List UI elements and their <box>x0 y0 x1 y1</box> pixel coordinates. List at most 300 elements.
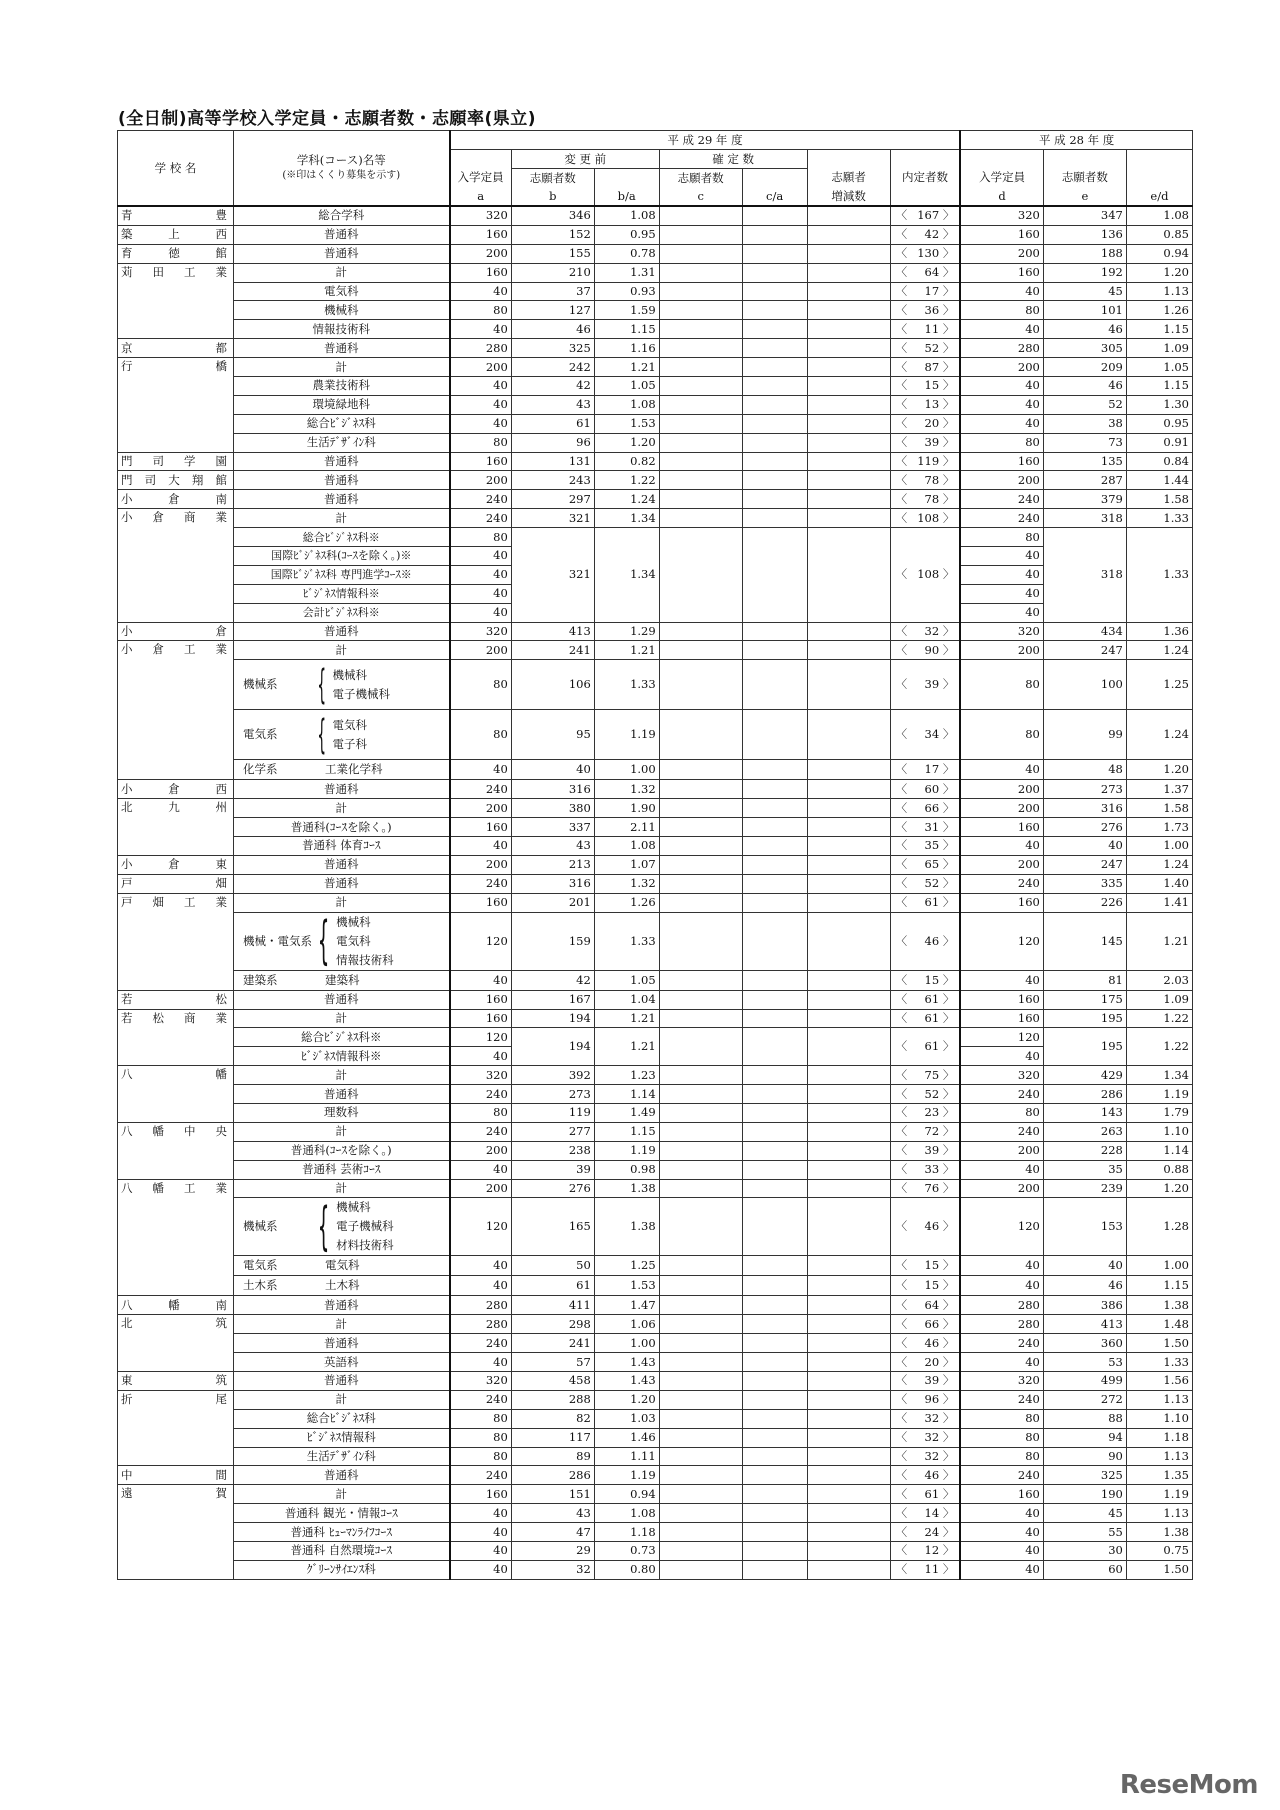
capacity-d: 160 <box>960 893 1043 912</box>
table-row <box>118 1141 1193 1160</box>
table-row <box>118 1504 1193 1523</box>
ratio-ba: 1.14 <box>594 1085 659 1104</box>
ratio-ed: 1.41 <box>1126 893 1192 912</box>
capacity-a: 40 <box>450 320 512 339</box>
diff <box>807 509 890 528</box>
applicants-c <box>659 760 742 780</box>
applicants-b: 159 <box>511 912 594 970</box>
diff <box>807 760 890 780</box>
applicants-b: 152 <box>511 225 594 244</box>
diff <box>807 206 890 225</box>
header-e: e <box>1043 187 1126 206</box>
diff <box>807 1485 890 1504</box>
ratio-ca <box>742 710 807 760</box>
table-row <box>118 641 1193 660</box>
capacity-a: 200 <box>450 244 512 263</box>
capacity-d: 160 <box>960 263 1043 282</box>
ratio-ed: 1.15 <box>1126 1276 1192 1296</box>
ratio-ba: 1.25 <box>594 1256 659 1276</box>
table-row <box>118 1198 1193 1256</box>
capacity-d: 240 <box>960 1334 1043 1353</box>
applicants-b: 89 <box>511 1447 594 1466</box>
applicants-e: 247 <box>1043 641 1126 660</box>
diff <box>807 528 890 622</box>
applicants-b: 165 <box>511 1198 594 1256</box>
ratio-ca <box>742 225 807 244</box>
dept-name: 生活ﾃﾞｻﾞｲﾝ科 <box>234 433 450 452</box>
dept-name: 普通科 <box>234 1334 450 1353</box>
table-row <box>118 1560 1193 1579</box>
applicants-b: 241 <box>511 1334 594 1353</box>
dept-name: 情報技術科 <box>234 320 450 339</box>
ratio-ca <box>742 509 807 528</box>
capacity-d: 200 <box>960 1141 1043 1160</box>
diff <box>807 1296 890 1315</box>
dept-name: 農業技術科 <box>234 377 450 396</box>
table-row <box>118 206 1193 225</box>
applicants-c <box>659 395 742 414</box>
naitei-cell: 〈 11 〉 <box>890 320 960 339</box>
capacity-a: 120 <box>450 1028 512 1047</box>
naitei-cell: 〈 31 〉 <box>890 818 960 837</box>
naitei-cell: 〈 90 〉 <box>890 641 960 660</box>
capacity-a: 40 <box>450 1276 512 1296</box>
applicants-b: 210 <box>511 263 594 282</box>
capacity-a: 240 <box>450 780 512 799</box>
school-name: 八 幡 <box>118 1066 234 1123</box>
naitei-cell: 〈 12 〉 <box>890 1541 960 1560</box>
naitei-cell: 〈 46 〉 <box>890 1334 960 1353</box>
applicants-e: 190 <box>1043 1485 1126 1504</box>
capacity-d: 40 <box>960 1256 1043 1276</box>
header-h29: 平 成 29 年 度 <box>450 131 961 150</box>
dept-system: 電気系 { 電気科 電子科 <box>234 710 450 760</box>
dept-name: 普通科 自然環境ｺｰｽ <box>234 1541 450 1560</box>
ratio-ba: 1.21 <box>594 641 659 660</box>
applicants-b: 325 <box>511 339 594 358</box>
applicants-b: 242 <box>511 358 594 377</box>
applicants-c <box>659 799 742 818</box>
ratio-ed: 1.24 <box>1126 641 1192 660</box>
applicants-b: 117 <box>511 1428 594 1447</box>
applicants-e: 88 <box>1043 1409 1126 1428</box>
applicants-c <box>659 509 742 528</box>
applicants-b: 47 <box>511 1523 594 1542</box>
applicants-e: 325 <box>1043 1466 1126 1485</box>
capacity-d: 40 <box>960 603 1043 622</box>
capacity-d: 240 <box>960 1390 1043 1409</box>
ratio-ed: 1.21 <box>1126 912 1192 970</box>
diff <box>807 1276 890 1296</box>
applicants-b: 42 <box>511 377 594 396</box>
table-row <box>118 780 1193 799</box>
ratio-ed: 0.84 <box>1126 452 1192 471</box>
applicants-c <box>659 1504 742 1523</box>
ratio-ca <box>742 1256 807 1276</box>
capacity-d: 200 <box>960 780 1043 799</box>
ratio-ed: 1.40 <box>1126 874 1192 893</box>
ratio-ba: 1.15 <box>594 320 659 339</box>
applicants-c <box>659 433 742 452</box>
applicants-e: 90 <box>1043 1447 1126 1466</box>
dept-name: 計 <box>234 893 450 912</box>
naitei-cell: 〈 87 〉 <box>890 358 960 377</box>
ratio-ca <box>742 780 807 799</box>
naitei-cell: 〈 17 〉 <box>890 760 960 780</box>
ratio-ed: 1.20 <box>1126 760 1192 780</box>
applicants-c <box>659 710 742 760</box>
ratio-ed: 1.22 <box>1126 1028 1192 1066</box>
capacity-d: 40 <box>960 1541 1043 1560</box>
diff <box>807 282 890 301</box>
capacity-d: 200 <box>960 641 1043 660</box>
applicants-c <box>659 225 742 244</box>
ratio-ba: 1.21 <box>594 358 659 377</box>
applicants-c <box>659 1353 742 1372</box>
capacity-d: 80 <box>960 433 1043 452</box>
ratio-ed: 1.37 <box>1126 780 1192 799</box>
applicants-e: 99 <box>1043 710 1126 760</box>
resemom-logo: ReseMom <box>1119 1770 1258 1800</box>
applicants-c <box>659 1296 742 1315</box>
capacity-a: 40 <box>450 1160 512 1179</box>
table-row <box>118 660 1193 710</box>
table-row <box>118 1103 1193 1122</box>
capacity-a: 80 <box>450 660 512 710</box>
applicants-b: 119 <box>511 1103 594 1122</box>
diff <box>807 1428 890 1447</box>
dept-name: 普通科 芸術ｺｰｽ <box>234 1160 450 1179</box>
applicants-c <box>659 1179 742 1198</box>
dept-name: 計 <box>234 641 450 660</box>
diff <box>807 1315 890 1334</box>
ratio-ca <box>742 912 807 970</box>
naitei-cell: 〈 46 〉 <box>890 1466 960 1485</box>
ratio-ed: 1.13 <box>1126 282 1192 301</box>
diff <box>807 339 890 358</box>
applicants-c <box>659 244 742 263</box>
applicants-c <box>659 301 742 320</box>
dept-name: 国際ﾋﾞｼﾞﾈｽ科(ｺｰｽを除く。)※ <box>234 547 450 566</box>
applicants-b: 151 <box>511 1485 594 1504</box>
diff <box>807 799 890 818</box>
header-diff2: 増減数 <box>807 187 890 206</box>
dept-name: 生活ﾃﾞｻﾞｲﾝ科 <box>234 1447 450 1466</box>
dept-name: 普通科 体育ｺｰｽ <box>234 837 450 856</box>
applicants-c <box>659 1485 742 1504</box>
table-row <box>118 912 1193 970</box>
ratio-ca <box>742 799 807 818</box>
ratio-ed: 1.56 <box>1126 1371 1192 1390</box>
capacity-a: 120 <box>450 912 512 970</box>
header-before: 変 更 前 <box>511 150 659 169</box>
applicants-c <box>659 358 742 377</box>
applicants-c <box>659 471 742 490</box>
applicants-c <box>659 377 742 396</box>
naitei-cell: 〈 20 〉 <box>890 414 960 433</box>
applicants-b: 127 <box>511 301 594 320</box>
header-d: d <box>960 187 1043 206</box>
table-row <box>118 263 1193 282</box>
ratio-ba: 0.80 <box>594 1560 659 1579</box>
ratio-ca <box>742 1485 807 1504</box>
table-row <box>118 395 1193 414</box>
naitei-cell: 〈 13 〉 <box>890 395 960 414</box>
capacity-d: 200 <box>960 471 1043 490</box>
dept-name: 普通科 <box>234 855 450 874</box>
ratio-ed: 1.20 <box>1126 263 1192 282</box>
table-row <box>118 1296 1193 1315</box>
capacity-a: 320 <box>450 206 512 225</box>
ratio-ca <box>742 1447 807 1466</box>
naitei-cell: 〈 61 〉 <box>890 990 960 1009</box>
applicants-e: 46 <box>1043 320 1126 339</box>
diff <box>807 874 890 893</box>
naitei-cell: 〈 39 〉 <box>890 1141 960 1160</box>
naitei-cell: 〈 75 〉 <box>890 1066 960 1085</box>
naitei-cell: 〈 64 〉 <box>890 263 960 282</box>
naitei-cell: 〈 15 〉 <box>890 970 960 990</box>
applicants-b: 194 <box>511 1009 594 1028</box>
table-row <box>118 622 1193 641</box>
naitei-cell: 〈 76 〉 <box>890 1179 960 1198</box>
applicants-c <box>659 1466 742 1485</box>
ratio-ed: 1.20 <box>1126 1179 1192 1198</box>
table-row <box>118 1523 1193 1542</box>
capacity-a: 280 <box>450 1296 512 1315</box>
dept-name: 普通科 <box>234 1466 450 1485</box>
applicants-c <box>659 1409 742 1428</box>
table-row <box>118 1066 1193 1085</box>
diff <box>807 414 890 433</box>
naitei-cell: 〈 20 〉 <box>890 1353 960 1372</box>
ratio-ba: 1.43 <box>594 1371 659 1390</box>
applicants-c <box>659 1256 742 1276</box>
ratio-ca <box>742 528 807 622</box>
capacity-d: 320 <box>960 206 1043 225</box>
ratio-ed: 1.13 <box>1126 1504 1192 1523</box>
school-name: 北 九 州 <box>118 799 234 856</box>
ratio-ba: 1.21 <box>594 1009 659 1028</box>
diff <box>807 1066 890 1085</box>
diff <box>807 1466 890 1485</box>
dept-name: 総合ﾋﾞｼﾞﾈｽ科※ <box>234 528 450 547</box>
ratio-ed: 1.28 <box>1126 1198 1192 1256</box>
ratio-ca <box>742 1428 807 1447</box>
table-row <box>118 358 1193 377</box>
capacity-a: 160 <box>450 1485 512 1504</box>
ratio-ba: 1.29 <box>594 622 659 641</box>
ratio-ca <box>742 358 807 377</box>
capacity-d: 40 <box>960 837 1043 856</box>
ratio-ed: 1.33 <box>1126 1353 1192 1372</box>
ratio-ca <box>742 1179 807 1198</box>
applicants-e: 53 <box>1043 1353 1126 1372</box>
ratio-ca <box>742 1409 807 1428</box>
dept-name: 総合ﾋﾞｼﾞﾈｽ科 <box>234 1409 450 1428</box>
ratio-ed: 1.00 <box>1126 837 1192 856</box>
ratio-ca <box>742 339 807 358</box>
capacity-a: 160 <box>450 452 512 471</box>
diff <box>807 395 890 414</box>
applicants-e: 276 <box>1043 818 1126 837</box>
diff <box>807 1179 890 1198</box>
capacity-d: 40 <box>960 1560 1043 1579</box>
ratio-ca <box>742 452 807 471</box>
capacity-d: 80 <box>960 1447 1043 1466</box>
capacity-d: 40 <box>960 1160 1043 1179</box>
capacity-d: 160 <box>960 1485 1043 1504</box>
table-row <box>118 818 1193 837</box>
school-name: 小 倉 西 <box>118 780 234 799</box>
capacity-d: 120 <box>960 912 1043 970</box>
capacity-d: 80 <box>960 1409 1043 1428</box>
capacity-d: 120 <box>960 1198 1043 1256</box>
ratio-ba: 1.33 <box>594 912 659 970</box>
ratio-ed: 1.24 <box>1126 855 1192 874</box>
applicants-b: 96 <box>511 433 594 452</box>
diff <box>807 1504 890 1523</box>
table-row <box>118 990 1193 1009</box>
applicants-e: 135 <box>1043 452 1126 471</box>
ratio-ba: 1.03 <box>594 1409 659 1428</box>
applicants-e: 195 <box>1043 1009 1126 1028</box>
capacity-a: 160 <box>450 263 512 282</box>
dept-name: 会計ﾋﾞｼﾞﾈｽ科※ <box>234 603 450 622</box>
dept-system: 電気系 電気科 <box>234 1256 450 1276</box>
ratio-ca <box>742 990 807 1009</box>
ratio-ca <box>742 414 807 433</box>
capacity-d: 40 <box>960 1504 1043 1523</box>
applicants-b: 50 <box>511 1256 594 1276</box>
dept-name: 普通科 <box>234 622 450 641</box>
capacity-a: 80 <box>450 1428 512 1447</box>
ratio-ed: 1.48 <box>1126 1315 1192 1334</box>
applicants-b: 43 <box>511 395 594 414</box>
table-row <box>118 282 1193 301</box>
ratio-ba: 1.05 <box>594 970 659 990</box>
applicants-c <box>659 1122 742 1141</box>
diff <box>807 855 890 874</box>
applicants-b: 39 <box>511 1160 594 1179</box>
school-name: 小 倉 南 <box>118 490 234 509</box>
ratio-ed: 0.91 <box>1126 433 1192 452</box>
ratio-ed: 1.10 <box>1126 1409 1192 1428</box>
dept-name: 普通科 <box>234 490 450 509</box>
capacity-a: 40 <box>450 837 512 856</box>
ratio-ca <box>742 855 807 874</box>
applicants-b: 82 <box>511 1409 594 1428</box>
header-cap: 入学定員 <box>450 169 512 188</box>
ratio-ed: 1.18 <box>1126 1428 1192 1447</box>
dept-name: ﾋﾞｼﾞﾈｽ情報科※ <box>234 584 450 603</box>
ratio-ca <box>742 1141 807 1160</box>
capacity-a: 200 <box>450 855 512 874</box>
ratio-ed: 1.58 <box>1126 490 1192 509</box>
naitei-cell: 〈 32 〉 <box>890 622 960 641</box>
applicants-b: 458 <box>511 1371 594 1390</box>
applicants-e: 188 <box>1043 244 1126 263</box>
applicants-e: 335 <box>1043 874 1126 893</box>
naitei-cell: 〈 60 〉 <box>890 780 960 799</box>
applicants-b: 106 <box>511 660 594 710</box>
applicants-b: 155 <box>511 244 594 263</box>
ratio-ba: 1.08 <box>594 206 659 225</box>
ratio-ed: 1.50 <box>1126 1334 1192 1353</box>
ratio-ed: 1.33 <box>1126 528 1192 622</box>
ratio-ca <box>742 1103 807 1122</box>
capacity-a: 80 <box>450 1409 512 1428</box>
capacity-d: 40 <box>960 1276 1043 1296</box>
diff <box>807 970 890 990</box>
capacity-d: 40 <box>960 395 1043 414</box>
applicants-e: 209 <box>1043 358 1126 377</box>
naitei-cell: 〈 24 〉 <box>890 1523 960 1542</box>
applicants-e: 413 <box>1043 1315 1126 1334</box>
diff <box>807 263 890 282</box>
table-row <box>118 320 1193 339</box>
capacity-d: 40 <box>960 1047 1043 1066</box>
capacity-d: 40 <box>960 565 1043 584</box>
ratio-ba: 1.38 <box>594 1198 659 1256</box>
ratio-ca <box>742 395 807 414</box>
naitei-cell: 〈 108 〉 <box>890 509 960 528</box>
capacity-d: 40 <box>960 760 1043 780</box>
school-name: 小 倉 商 業 <box>118 509 234 622</box>
school-name: 行 橋 <box>118 358 234 452</box>
naitei-cell: 〈 66 〉 <box>890 799 960 818</box>
naitei-cell: 〈 32 〉 <box>890 1428 960 1447</box>
applicants-e: 273 <box>1043 780 1126 799</box>
capacity-d: 240 <box>960 1122 1043 1141</box>
capacity-d: 80 <box>960 710 1043 760</box>
applicants-b: 297 <box>511 490 594 509</box>
applicants-b: 43 <box>511 1504 594 1523</box>
diff <box>807 1560 890 1579</box>
ratio-ed: 1.10 <box>1126 1122 1192 1141</box>
applicants-b: 243 <box>511 471 594 490</box>
capacity-a: 40 <box>450 1504 512 1523</box>
applicants-c <box>659 912 742 970</box>
header-c: c <box>659 187 742 206</box>
ratio-ca <box>742 1523 807 1542</box>
applicants-e: 81 <box>1043 970 1126 990</box>
dept-name: 普通科 <box>234 780 450 799</box>
applicants-c <box>659 641 742 660</box>
diff <box>807 818 890 837</box>
applicants-e: 239 <box>1043 1179 1126 1198</box>
table-row <box>118 760 1193 780</box>
ratio-ed: 1.38 <box>1126 1523 1192 1542</box>
table-row <box>118 855 1193 874</box>
diff <box>807 320 890 339</box>
ratio-ba: 1.32 <box>594 874 659 893</box>
applicants-e: 226 <box>1043 893 1126 912</box>
applicants-c <box>659 1103 742 1122</box>
applicants-e: 46 <box>1043 1276 1126 1296</box>
ratio-ca <box>742 622 807 641</box>
capacity-a: 40 <box>450 1256 512 1276</box>
table-row <box>118 433 1193 452</box>
ratio-ba: 1.00 <box>594 760 659 780</box>
capacity-d: 40 <box>960 970 1043 990</box>
applicants-c <box>659 780 742 799</box>
capacity-a: 240 <box>450 509 512 528</box>
table-row <box>118 301 1193 320</box>
ratio-ba: 1.53 <box>594 414 659 433</box>
diff <box>807 1390 890 1409</box>
dept-name: 国際ﾋﾞｼﾞﾈｽ科 専門進学ｺｰｽ※ <box>234 565 450 584</box>
